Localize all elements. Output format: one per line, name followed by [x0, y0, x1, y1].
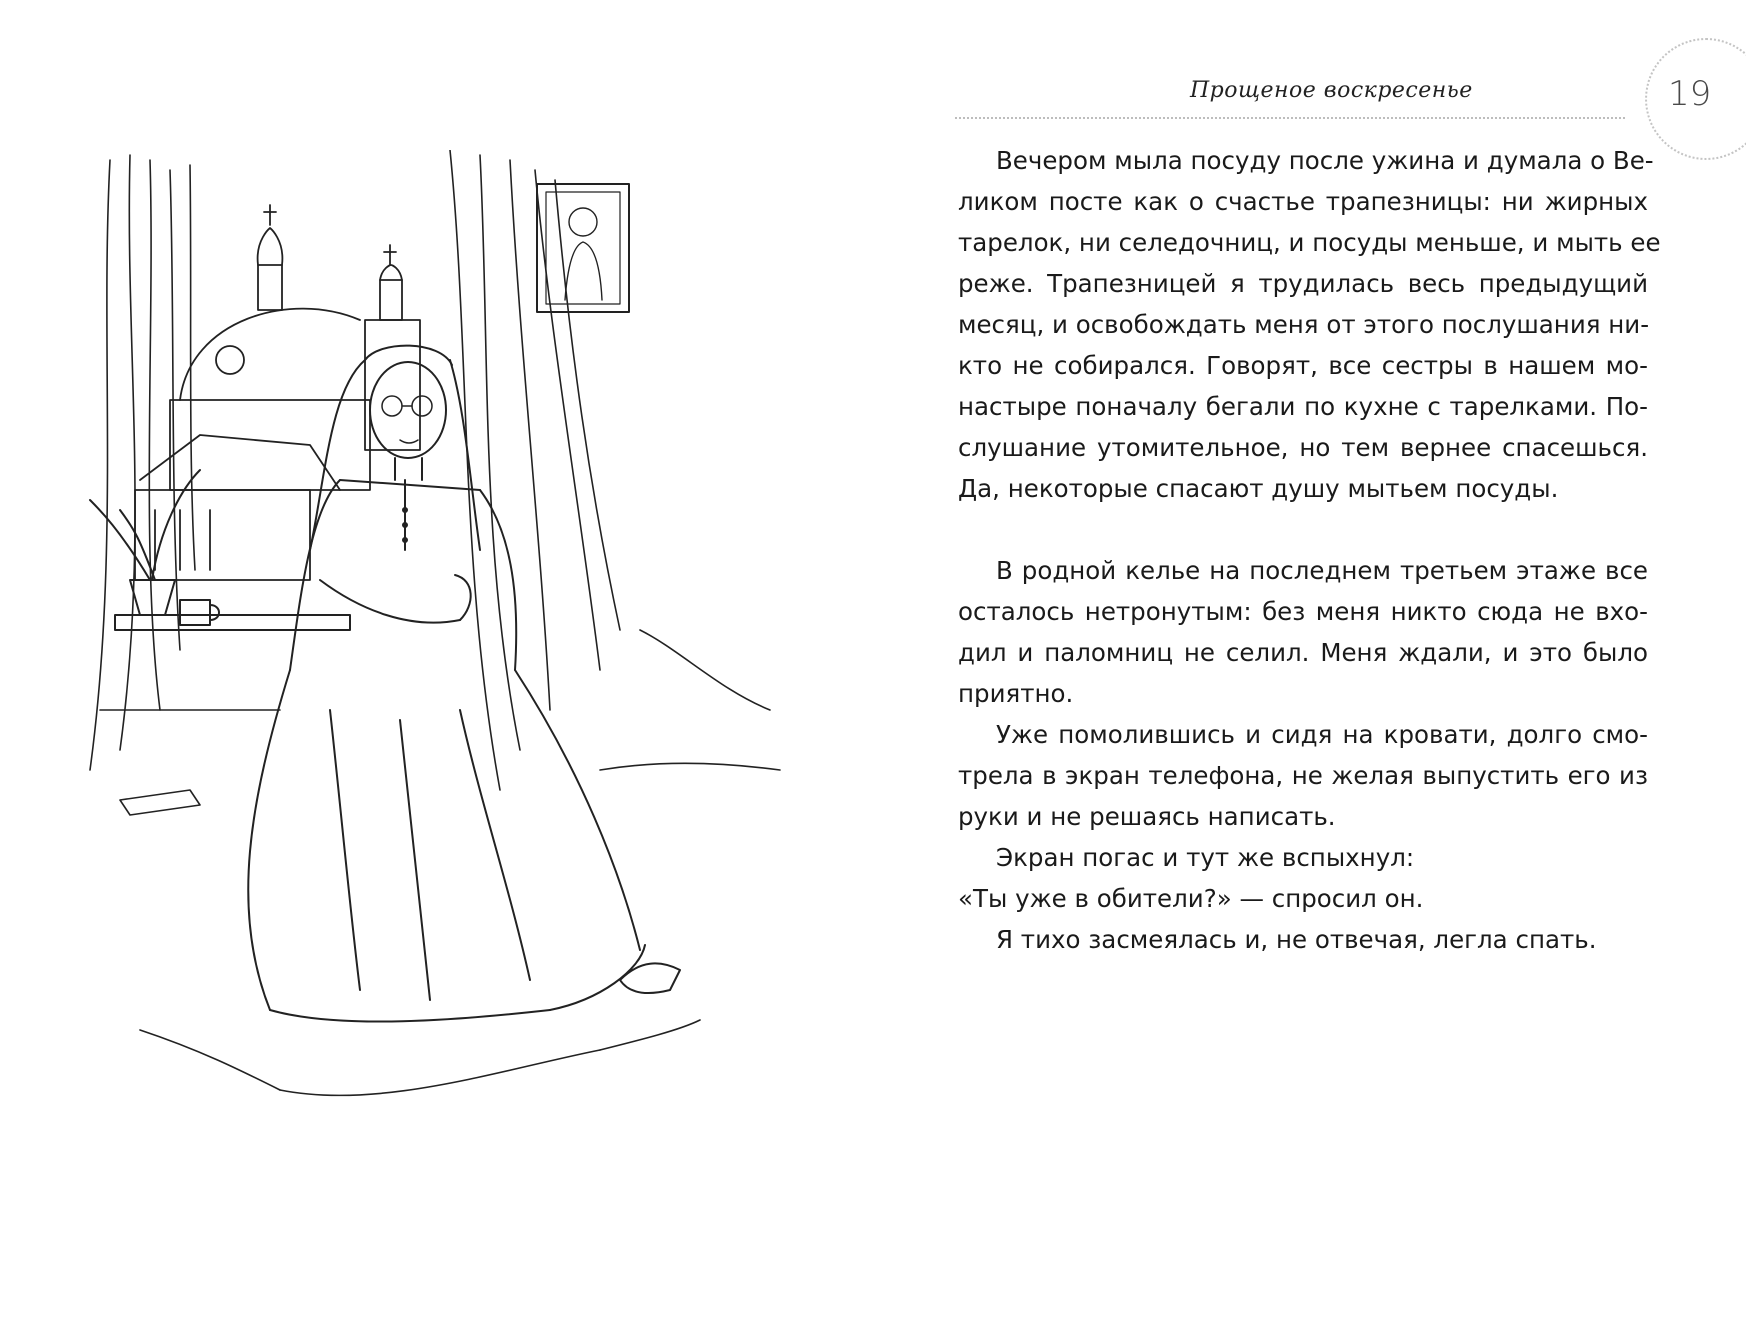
text-line: руки и не решаясь написать.	[958, 802, 1336, 831]
header-divider	[955, 117, 1625, 119]
text-line: Вечером мыла посуду после ужина и думала о Ве-	[996, 146, 1654, 175]
text-line: Уже помолившись и сидя на кровати, долго смо-	[996, 720, 1648, 749]
text-line: настыре поначалу бегали по кухне с тарелками. По-	[958, 392, 1648, 421]
text-line: Да, некоторые спасают душу мытьем посуды.	[958, 474, 1559, 503]
paragraph	[958, 919, 1648, 960]
paragraph	[958, 878, 1648, 919]
text-line: тарелок, ни селедочниц, и посуды меньше, и мыть ее	[958, 228, 1661, 257]
illustration	[80, 150, 800, 1180]
text-line: приятно.	[958, 679, 1074, 708]
wall-icon-drawing	[537, 184, 629, 312]
text-line: Экран погас и тут же вспыхнул:	[996, 843, 1415, 872]
bed-drawing	[100, 630, 780, 1095]
text-line: трела в экран телефона, не желая выпустить его из	[958, 761, 1648, 790]
curtain-right-drawing	[450, 150, 620, 790]
church-drawing	[135, 205, 420, 580]
body-text	[958, 140, 1661, 960]
text-line: В родной келье на последнем третьем этаже все	[996, 556, 1648, 585]
paragraph	[958, 550, 1648, 714]
text-line: кто не собирался. Говорят, все сестры в нашем мо-	[958, 351, 1648, 380]
paragraph	[958, 837, 1648, 878]
text-line: реже. Трапезницей я трудилась весь предыдущий	[958, 269, 1648, 298]
text-line: «Ты уже в обители?» — спросил он.	[958, 884, 1424, 913]
text-line: дил и паломниц не селил. Меня ждали, и это было	[958, 638, 1648, 667]
text-line: осталось нетронутым: без меня никто сюда не вхо-	[958, 597, 1648, 626]
running-title: Прощеное воскресенье	[1190, 78, 1473, 103]
text-line: месяц, и освобождать меня от этого послушания ни-	[958, 310, 1650, 339]
page-number: 19	[1668, 74, 1712, 114]
paragraph	[958, 140, 1661, 509]
paragraph	[958, 714, 1648, 837]
curtain-left-drawing	[90, 155, 195, 770]
text-line: слушание утомительное, но тем вернее спасешься.	[958, 433, 1648, 462]
text-line: ликом посте как о счастье трапезницы: ни жирных	[958, 187, 1648, 216]
girl-drawing	[248, 346, 680, 1022]
paragraph-gap	[958, 509, 1648, 550]
text-line: Я тихо засмеялась и, не отвечая, легла спать.	[996, 925, 1597, 954]
